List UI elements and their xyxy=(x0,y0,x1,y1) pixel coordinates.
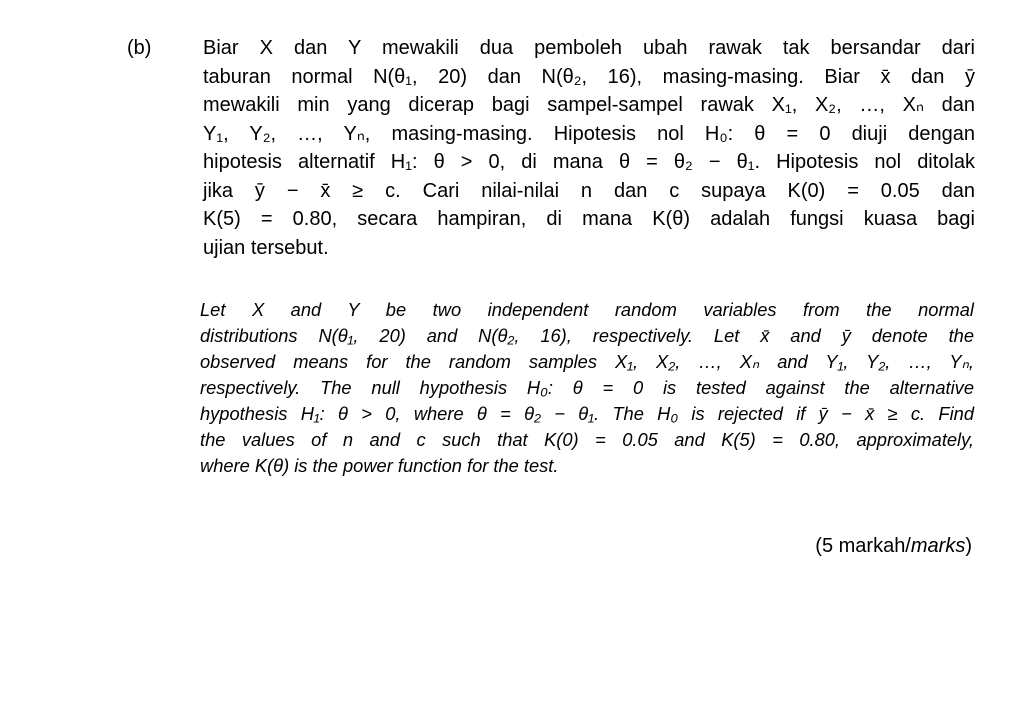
english-line: the values of n and c such that K(0) = 0.05 and K(5) = 0.80, approximately, xyxy=(200,429,974,450)
malay-line: ujian tersebut. xyxy=(203,236,329,259)
malay-line: K(5) = 0.80, secara hampiran, di mana K(θ) adalah fungsi kuasa bagi xyxy=(203,208,975,230)
malay-line: taburan normal N(θ₁, 20) dan N(θ₂, 16), masing-masing. Biar x̄ dan ȳ xyxy=(203,65,975,88)
marks-malay: (5 markah/ xyxy=(815,535,911,557)
malay-line: Biar X dan Y mewakili dua pemboleh ubah rawak tak bersandar dari xyxy=(203,37,975,59)
malay-line: Y₁, Y₂, …, Yₙ, masing-masing. Hipotesis nol H₀: θ = 0 diuji dengan xyxy=(203,122,975,145)
english-line: Let X and Y be two independent random variables from the normal xyxy=(200,299,974,320)
english-line: distributions N(θ₁, 20) and N(θ₂, 16), respectively. Let x̄ and ȳ denote the xyxy=(200,325,974,346)
question-text-malay xyxy=(203,34,975,262)
malay-line: jika ȳ − x̄ ≥ c. Cari nilai-nilai n dan c supaya K(0) = 0.05 dan xyxy=(203,179,975,202)
question-text-english xyxy=(200,297,974,479)
part-label: (b) xyxy=(127,37,152,59)
english-line: respectively. The null hypothesis H₀: θ = 0 is tested against the alternative xyxy=(200,377,974,398)
english-line: where K(θ) is the power function for the test. xyxy=(200,455,559,476)
marks-close: ) xyxy=(965,535,972,557)
english-line: observed means for the random samples X₁, X₂, …, Xₙ and Y₁, Y₂, …, Yₙ, xyxy=(200,351,974,372)
malay-line: hipotesis alternatif H₁: θ > 0, di mana θ = θ₂ − θ₁. Hipotesis nol ditolak xyxy=(203,151,975,173)
english-line: hypothesis H₁: θ > 0, where θ = θ₂ − θ₁. The H₀ is rejected if ȳ − x̄ ≥ c. Find xyxy=(200,403,974,424)
marks-label xyxy=(815,532,972,560)
marks-english: marks xyxy=(910,535,966,557)
malay-line: mewakili min yang dicerap bagi sampel-sampel rawak X₁, X₂, …, Xₙ dan xyxy=(203,94,975,116)
